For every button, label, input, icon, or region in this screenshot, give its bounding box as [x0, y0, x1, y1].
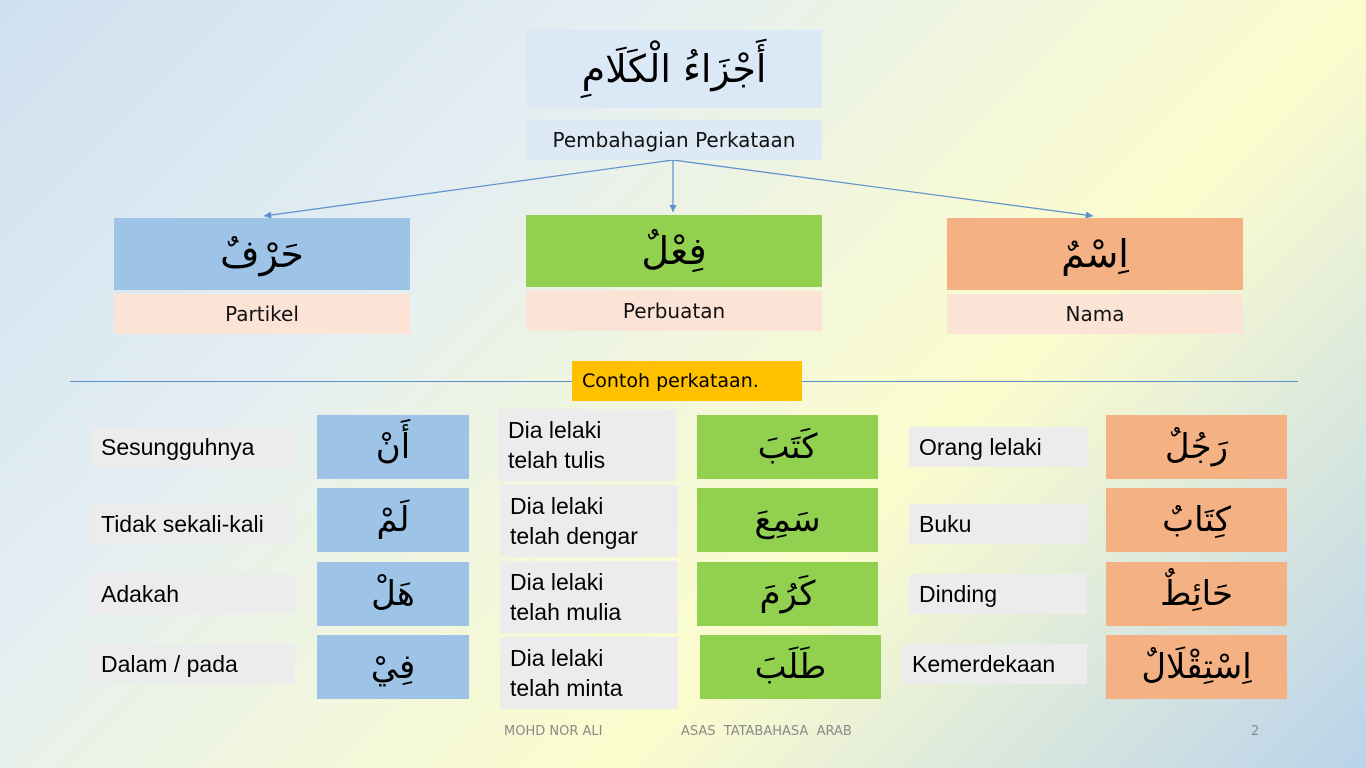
ism-example-word: كِتَابٌ: [1106, 488, 1287, 552]
page-title: أَجْزَاءُ الْكَلَامِ: [526, 30, 822, 108]
ism-example-word: اِسْتِقْلَالٌ: [1106, 635, 1287, 699]
fiil-example-word: كَتَبَ: [697, 415, 878, 479]
harf-example-meaning: Tidak sekali-kali: [91, 504, 295, 544]
category-fiil-label: Perbuatan: [526, 291, 822, 331]
fiil-example-meaning: Dia lelaki telah dengar: [500, 485, 678, 557]
footer-page-number: 2: [1251, 724, 1260, 739]
harf-example-meaning: Sesungguhnya: [91, 427, 295, 467]
arrow-to-ism: [673, 160, 1093, 216]
ism-example-meaning: Buku: [909, 504, 1087, 544]
fiil-example-meaning: Dia lelaki telah tulis: [498, 409, 676, 481]
ism-example-meaning: Orang lelaki: [909, 427, 1087, 467]
ism-example-meaning: Dinding: [909, 574, 1087, 614]
harf-example-meaning: Dalam / pada: [91, 644, 295, 684]
category-harf-label: Partikel: [114, 294, 410, 334]
category-fiil: فِعْلٌ: [526, 215, 822, 287]
fiil-example-word: كَرُمَ: [697, 562, 878, 626]
fiil-example-meaning: Dia lelaki telah mulia: [500, 561, 678, 633]
page-subtitle: Pembahagian Perkataan: [526, 120, 822, 160]
arrow-to-harf: [264, 160, 673, 216]
footer-course: ASAS TATABAHASA ARAB: [681, 724, 852, 739]
category-ism: اِسْمٌ: [947, 218, 1243, 290]
ism-example-word: رَجُلٌ: [1106, 415, 1287, 479]
harf-example-word: أَنْ: [317, 415, 469, 479]
category-ism-label: Nama: [947, 294, 1243, 334]
ism-example-word: حَائِطٌ: [1106, 562, 1287, 626]
fiil-example-meaning: Dia lelaki telah minta: [500, 637, 678, 709]
harf-example-meaning: Adakah: [91, 574, 295, 614]
harf-example-word: لَمْ: [317, 488, 469, 552]
examples-label: Contoh perkataan.: [572, 361, 802, 401]
ism-example-meaning: Kemerdekaan: [902, 644, 1087, 684]
footer-author: MOHD NOR ALI: [504, 724, 603, 739]
fiil-example-word: سَمِعَ: [697, 488, 878, 552]
fiil-example-word: طَلَبَ: [700, 635, 881, 699]
harf-example-word: هَلْ: [317, 562, 469, 626]
category-harf: حَرْفٌ: [114, 218, 410, 290]
harf-example-word: فِيْ: [317, 635, 469, 699]
